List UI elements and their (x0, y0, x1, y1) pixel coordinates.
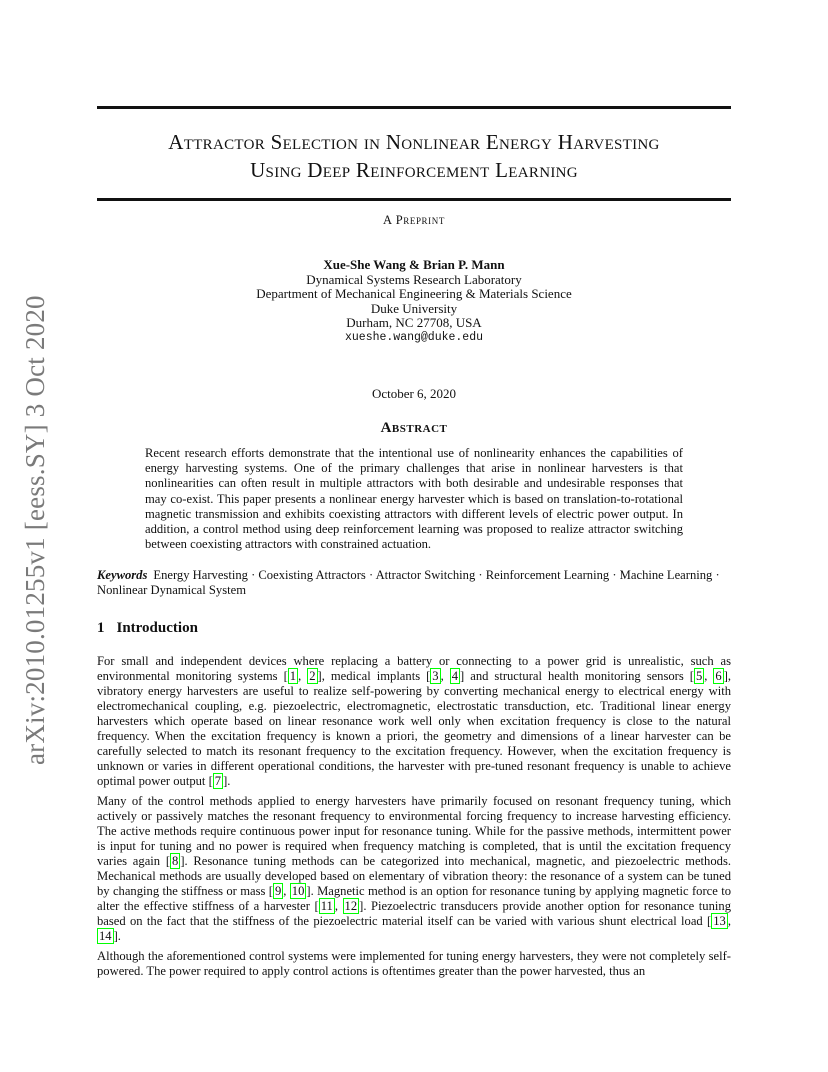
citation-link[interactable]: 4 (451, 668, 459, 683)
citation-link[interactable]: 6 (715, 668, 722, 683)
abstract-heading: Abstract (380, 420, 448, 436)
arxiv-identifier-stamp: arXiv:2010.01255v1 [eess.SY] 3 Oct 2020 (20, 295, 50, 765)
author-email: xueshe.wang@duke.edu (344, 330, 484, 344)
intro-paragraph-2: Many of the control methods applied to energy harvesters have primarily focused on resonant frequency tuning, which actively or passively matches the resonant frequency to environmental forcing frequency to increase harvesting efficiency. The active methods require continuous power input for resonance tuning. While for the passive methods, intermittent power is input for tuning and no power is required when frequency matching is completed, that is until the excitation frequency varies again [ 8 ]. Resonance tuning methods can be categorized into mechanical, magnetic, and piezoelectric methods. Mechanical methods are usually developed based on elementary of vibration theory: the resonance of a system can be tuned by changing the stiffness or mass [ 9 , 10 ]. Magnetic method is an option for resonance tuning by applying magnetic force to alter the effective stiffness of a harvester [ 11 , 12 ]. Piezoelectric transducers provide another option for resonance tuning based on the fact that the stiffness of the piezoelectric material itself can be varied with various shunt electrical load [ 13 , 14 ]. (97, 794, 731, 943)
author-block (97, 258, 731, 346)
citation-link[interactable]: 8 (172, 853, 179, 868)
section-title: Introduction (116, 620, 198, 636)
section-number: 1 (97, 620, 105, 636)
keywords-label: Keywords (97, 568, 148, 582)
citation-link[interactable]: 3 (432, 668, 439, 683)
citation-link[interactable]: 14 (99, 928, 112, 943)
citation-link[interactable]: 7 (214, 773, 222, 788)
citation-link[interactable]: 2 (309, 668, 316, 683)
citation-link[interactable]: 11 (320, 898, 333, 913)
paper-title (97, 128, 731, 184)
intro-paragraph-1: For small and independent devices where replacing a battery or connecting to a power grid is unrealistic, such as environmental monitoring systems [ 1 , 2 ], medical implants [ 3 , 4 ] and structural health monitoring sensors [ 5 , 6 ], vibratory energy harvesters are useful to realize self-powering by converting mechanical energy to electrical energy with electromechanical coupling, e.g. piezoelectric, electromagnetic, electrostatic transduction, etc. Traditional linear energy harvesters which operate based on linear resonance work well only when excitation frequency is close to the natural frequency. When the excitation frequency is known a priori, the geometry and dimensions of a linear harvester can be carefully selected to match its resonant frequency to the excitation frequency. However, when the excitation frequency is unknown or varies in different operational conditions, the harvester with pre-tuned resonant frequency is unable to achieve optimal power output [ 7 ]. (97, 654, 732, 788)
author-names: Xue-She Wang & Brian P. Mann (323, 257, 505, 272)
section-heading-introduction (97, 620, 198, 637)
title-bottom-rule (97, 198, 731, 201)
citation-link[interactable]: 13 (713, 913, 726, 928)
intro-paragraph-3: Although the aforementioned control systems were implemented for tuning energy harvesters, they were not completely self-powered. The power required to apply control actions is oftentimes greater than the power harvested, thus an (97, 949, 731, 978)
preprint-label: A Preprint (383, 213, 445, 227)
title-line-1: Attractor Selection in Nonlinear Energy Harvesting (168, 130, 660, 154)
citation-link[interactable]: 12 (344, 898, 358, 913)
affiliation-lab: Dynamical Systems Research Laboratory (306, 271, 522, 287)
title-top-rule (97, 106, 731, 109)
affiliation-university: Duke University (370, 300, 458, 316)
keywords (97, 568, 731, 598)
citation-link[interactable]: 1 (289, 668, 297, 683)
keywords-list: Energy Harvesting · Coexisting Attractors · Attractor Switching · Reinforcement Learning · Machine Learning · Nonlinear Dynamical System (97, 568, 720, 598)
abstract-text: Recent research efforts demonstrate that the intentional use of nonlinearity enhances the capabilities of energy harvesting systems. One of the primary challenges that arise in nonlinear harvesters is that nonlinearities can often result in multiple attractors with both desirable and undesirable responses that may co-exist. This paper presents a nonlinear energy harvester which is based on translation-to-rotational magnetic transmission and exhibits coexisting attractors with different levels of electric power output. In addition, a control method using deep reinforcement learning was proposed to realize attractor switching between coexisting attractors with constrained actuation. (145, 446, 683, 552)
citation-link[interactable]: 5 (695, 668, 703, 683)
affiliation-city: Durham, NC 27708, USA (346, 315, 482, 331)
affiliation-department: Department of Mechanical Engineering & Materials Science (256, 286, 572, 302)
citation-link[interactable]: 9 (274, 883, 282, 898)
title-line-2: Using Deep Reinforcement Learning (250, 158, 578, 182)
paper-date: October 6, 2020 (371, 386, 457, 401)
citation-link[interactable]: 10 (291, 883, 305, 898)
